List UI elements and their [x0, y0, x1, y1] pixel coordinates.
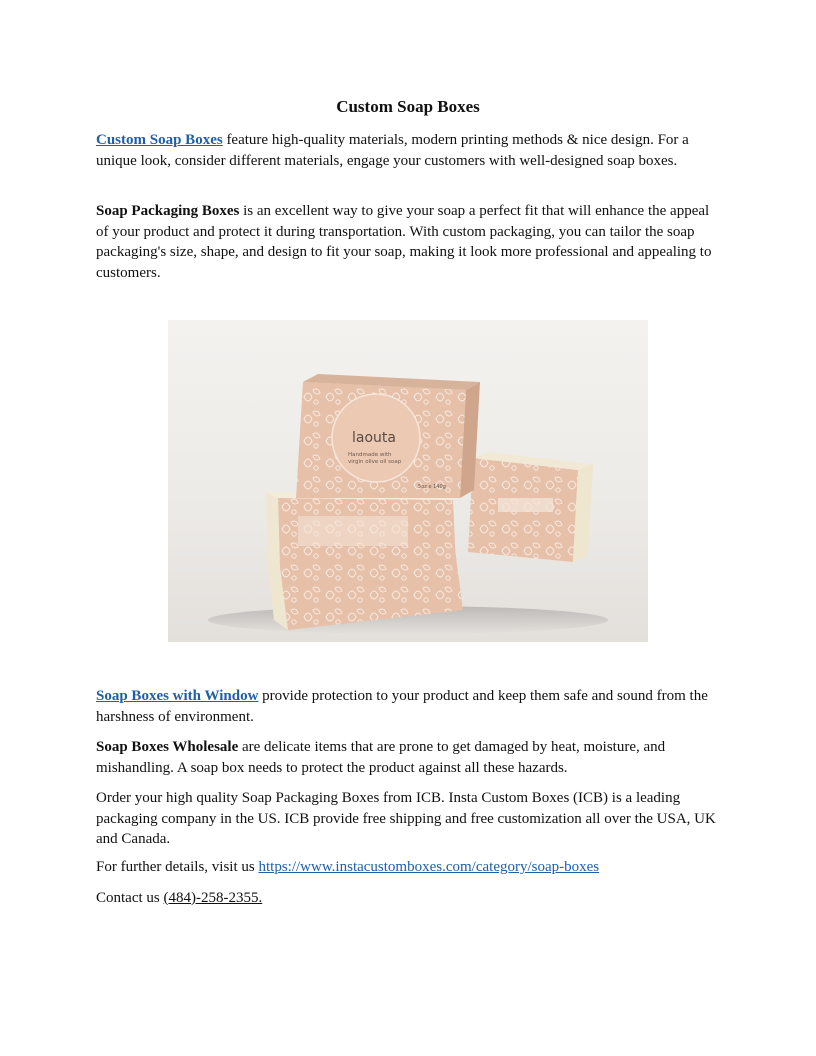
- brand-subtitle-2: virgin olive oil soap: [348, 459, 402, 465]
- weight-label: 5oz e 140g: [418, 484, 446, 490]
- paragraph-contact: [96, 888, 720, 909]
- right-soap-box: [468, 452, 593, 562]
- soap-boxes-with-window-link[interactable]: Soap Boxes with Window: [96, 688, 259, 704]
- paragraph-order: Order your high quality Soap Packaging Boxes from ICB. Insta Custom Boxes (ICB) is a leading packaging company in the US. ICB provide free shipping and free customization all over the USA, UK and Canada.: [96, 790, 716, 847]
- custom-soap-boxes-link[interactable]: Custom Soap Boxes: [96, 132, 223, 148]
- soap-boxes-illustration: [168, 320, 648, 642]
- paragraph-window: [96, 686, 720, 727]
- soap-boxes-photo: [168, 320, 648, 642]
- paragraph-intro-text: feature high-quality materials, modern printing methods & nice design. For a unique look, consider different materials, engage your customers with well-designed soap boxes.: [96, 132, 689, 169]
- top-soap-box: [296, 374, 480, 498]
- paragraph-details-text: For further details, visit us: [96, 859, 259, 875]
- middle-soap-box: [266, 492, 456, 568]
- paragraph-details: [96, 857, 720, 878]
- paragraph-packaging-text: is an excellent way to give your soap a perfect fit that will enhance the appeal of your product and protect it during transportation. With custom packaging, you can tailor the soap packaging's size, shape, and design to fit your soap, making it look more professional and appealing to customers.: [96, 203, 712, 281]
- paragraph-contact-text: Contact us: [96, 890, 164, 906]
- paragraph-packaging: [96, 201, 720, 283]
- page-title: Custom Soap Boxes: [336, 97, 480, 116]
- brand-subtitle-1: Handmade with: [348, 452, 392, 458]
- paragraph-wholesale-text: are delicate items that are prone to get damaged by heat, moisture, and mishandling. A soap box needs to protect the product against all these hazards.: [96, 739, 666, 776]
- paragraph-intro: [96, 130, 720, 171]
- website-link[interactable]: https://www.instacustomboxes.com/category/soap-boxes: [258, 859, 600, 875]
- paragraph-wholesale: [96, 737, 720, 778]
- soap-boxes-wholesale-bold: Soap Boxes Wholesale: [96, 739, 239, 755]
- paragraph-window-text: provide protection to your product and keep them safe and sound from the harshness of environment.: [96, 688, 708, 725]
- soap-packaging-boxes-bold: Soap Packaging Boxes: [96, 203, 240, 219]
- phone-number[interactable]: (484)-258-2355.: [163, 890, 263, 906]
- brand-logo: laouta: [352, 430, 396, 446]
